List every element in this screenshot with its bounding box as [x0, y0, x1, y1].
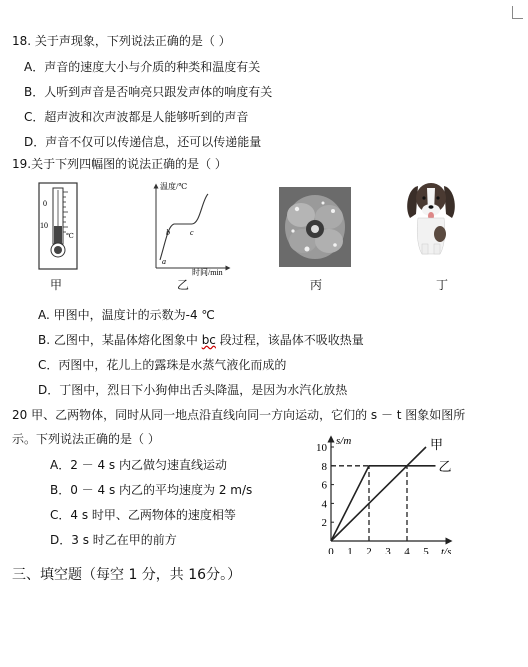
- y-tick-label: 6: [321, 479, 327, 492]
- thermometer-unit: ℃: [66, 232, 74, 240]
- y-tick-label: 8: [321, 460, 327, 473]
- melting-point-c: c: [190, 228, 194, 237]
- q19-stem: 19.关于下列四幅图的说法正确的是（ ）: [12, 157, 227, 171]
- melting-point-b: b: [166, 228, 170, 237]
- x-axis-label: t/s: [441, 546, 452, 554]
- thermometer-tick-bottom: 10: [40, 221, 48, 230]
- y-tick-label: 10: [316, 442, 327, 454]
- q19-option-b-bc: bc: [201, 333, 216, 347]
- q20-option-a[interactable]: A．2 － 4 s 内乙做匀速直线运动: [50, 458, 227, 472]
- q18-option-d[interactable]: D．声音不仅可以传递信息，还可以传递能量: [24, 135, 262, 149]
- melting-graph-ylabel: 温度/℃: [160, 182, 188, 191]
- y-tick-label: 4: [321, 498, 327, 511]
- q19-option-b-post: 段过程，该晶体不吸收热量: [215, 333, 364, 347]
- q20-stem-line2: 示。下列说法正确的是（ ）: [12, 432, 160, 446]
- q19-option-a[interactable]: A. 甲图中，温度计的示数为-4 ℃: [38, 308, 215, 322]
- melting-graph-figure: [148, 180, 232, 276]
- q18-stem: 18. 关于声现象，下列说法正确的是（ ）: [12, 34, 231, 48]
- q18-option-c[interactable]: C．超声波和次声波都是人能够听到的声音: [24, 110, 249, 124]
- series-line-jia: [331, 447, 426, 541]
- caption-bing: 丙: [310, 278, 323, 292]
- y-tick-label: 2: [321, 517, 327, 530]
- thermometer-tick-top: 0: [43, 199, 47, 208]
- q19-option-b[interactable]: [38, 331, 364, 348]
- q20-option-d[interactable]: D．3 s 时乙在甲的前方: [50, 533, 177, 547]
- q18-option-b[interactable]: B．人听到声音是否响亮只跟发声体的响度有关: [24, 85, 273, 99]
- caption-yi: 乙: [177, 278, 190, 292]
- series-label-jia: 甲: [430, 437, 444, 452]
- dew-flower-image: [279, 187, 351, 267]
- melting-point-a: a: [162, 257, 166, 266]
- x-tick-label: 5: [423, 546, 429, 554]
- q20-stem-line1: 20 甲、乙两物体，同时从同一地点沿直线向同一方向运动，它们的 s － t 图象如图所: [12, 408, 466, 422]
- x-tick-label: 1: [347, 546, 353, 554]
- caption-jia: 甲: [50, 278, 63, 292]
- series-label-yi: 乙: [438, 458, 452, 474]
- x-tick-label: 4: [404, 546, 410, 554]
- q20-option-c[interactable]: C．4 s 时甲、乙两物体的速度相等: [50, 508, 236, 522]
- x-tick-label: 2: [366, 546, 372, 554]
- x-tick-label: 3: [385, 546, 391, 554]
- thermometer-figure: [38, 182, 78, 272]
- q19-option-c[interactable]: C．丙图中，花儿上的露珠是水蒸气液化而成的: [38, 358, 287, 372]
- st-chart: [300, 430, 480, 554]
- melting-graph-xlabel: 时间/min: [192, 268, 223, 276]
- q19-option-b-pre: B. 乙图中，某晶体熔化图象中: [38, 333, 202, 347]
- q19-option-d[interactable]: D．丁图中，烈日下小狗伸出舌头降温，是因为水汽化放热: [38, 383, 348, 397]
- caption-ding: 丁: [436, 278, 449, 292]
- series-line-yi: [331, 466, 436, 541]
- y-axis-label: s/m: [336, 435, 352, 447]
- dog-image: [400, 178, 462, 256]
- section3-title: 三、填空题（每空 1 分，共 16分。）: [12, 567, 242, 583]
- q20-option-b[interactable]: B．0 － 4 s 内乙的平均速度为 2 m/s: [50, 483, 253, 497]
- x-tick-label: 0: [328, 546, 334, 554]
- page-corner-mark: [512, 6, 523, 19]
- q18-option-a[interactable]: A．声音的速度大小与介质的种类和温度有关: [24, 60, 261, 74]
